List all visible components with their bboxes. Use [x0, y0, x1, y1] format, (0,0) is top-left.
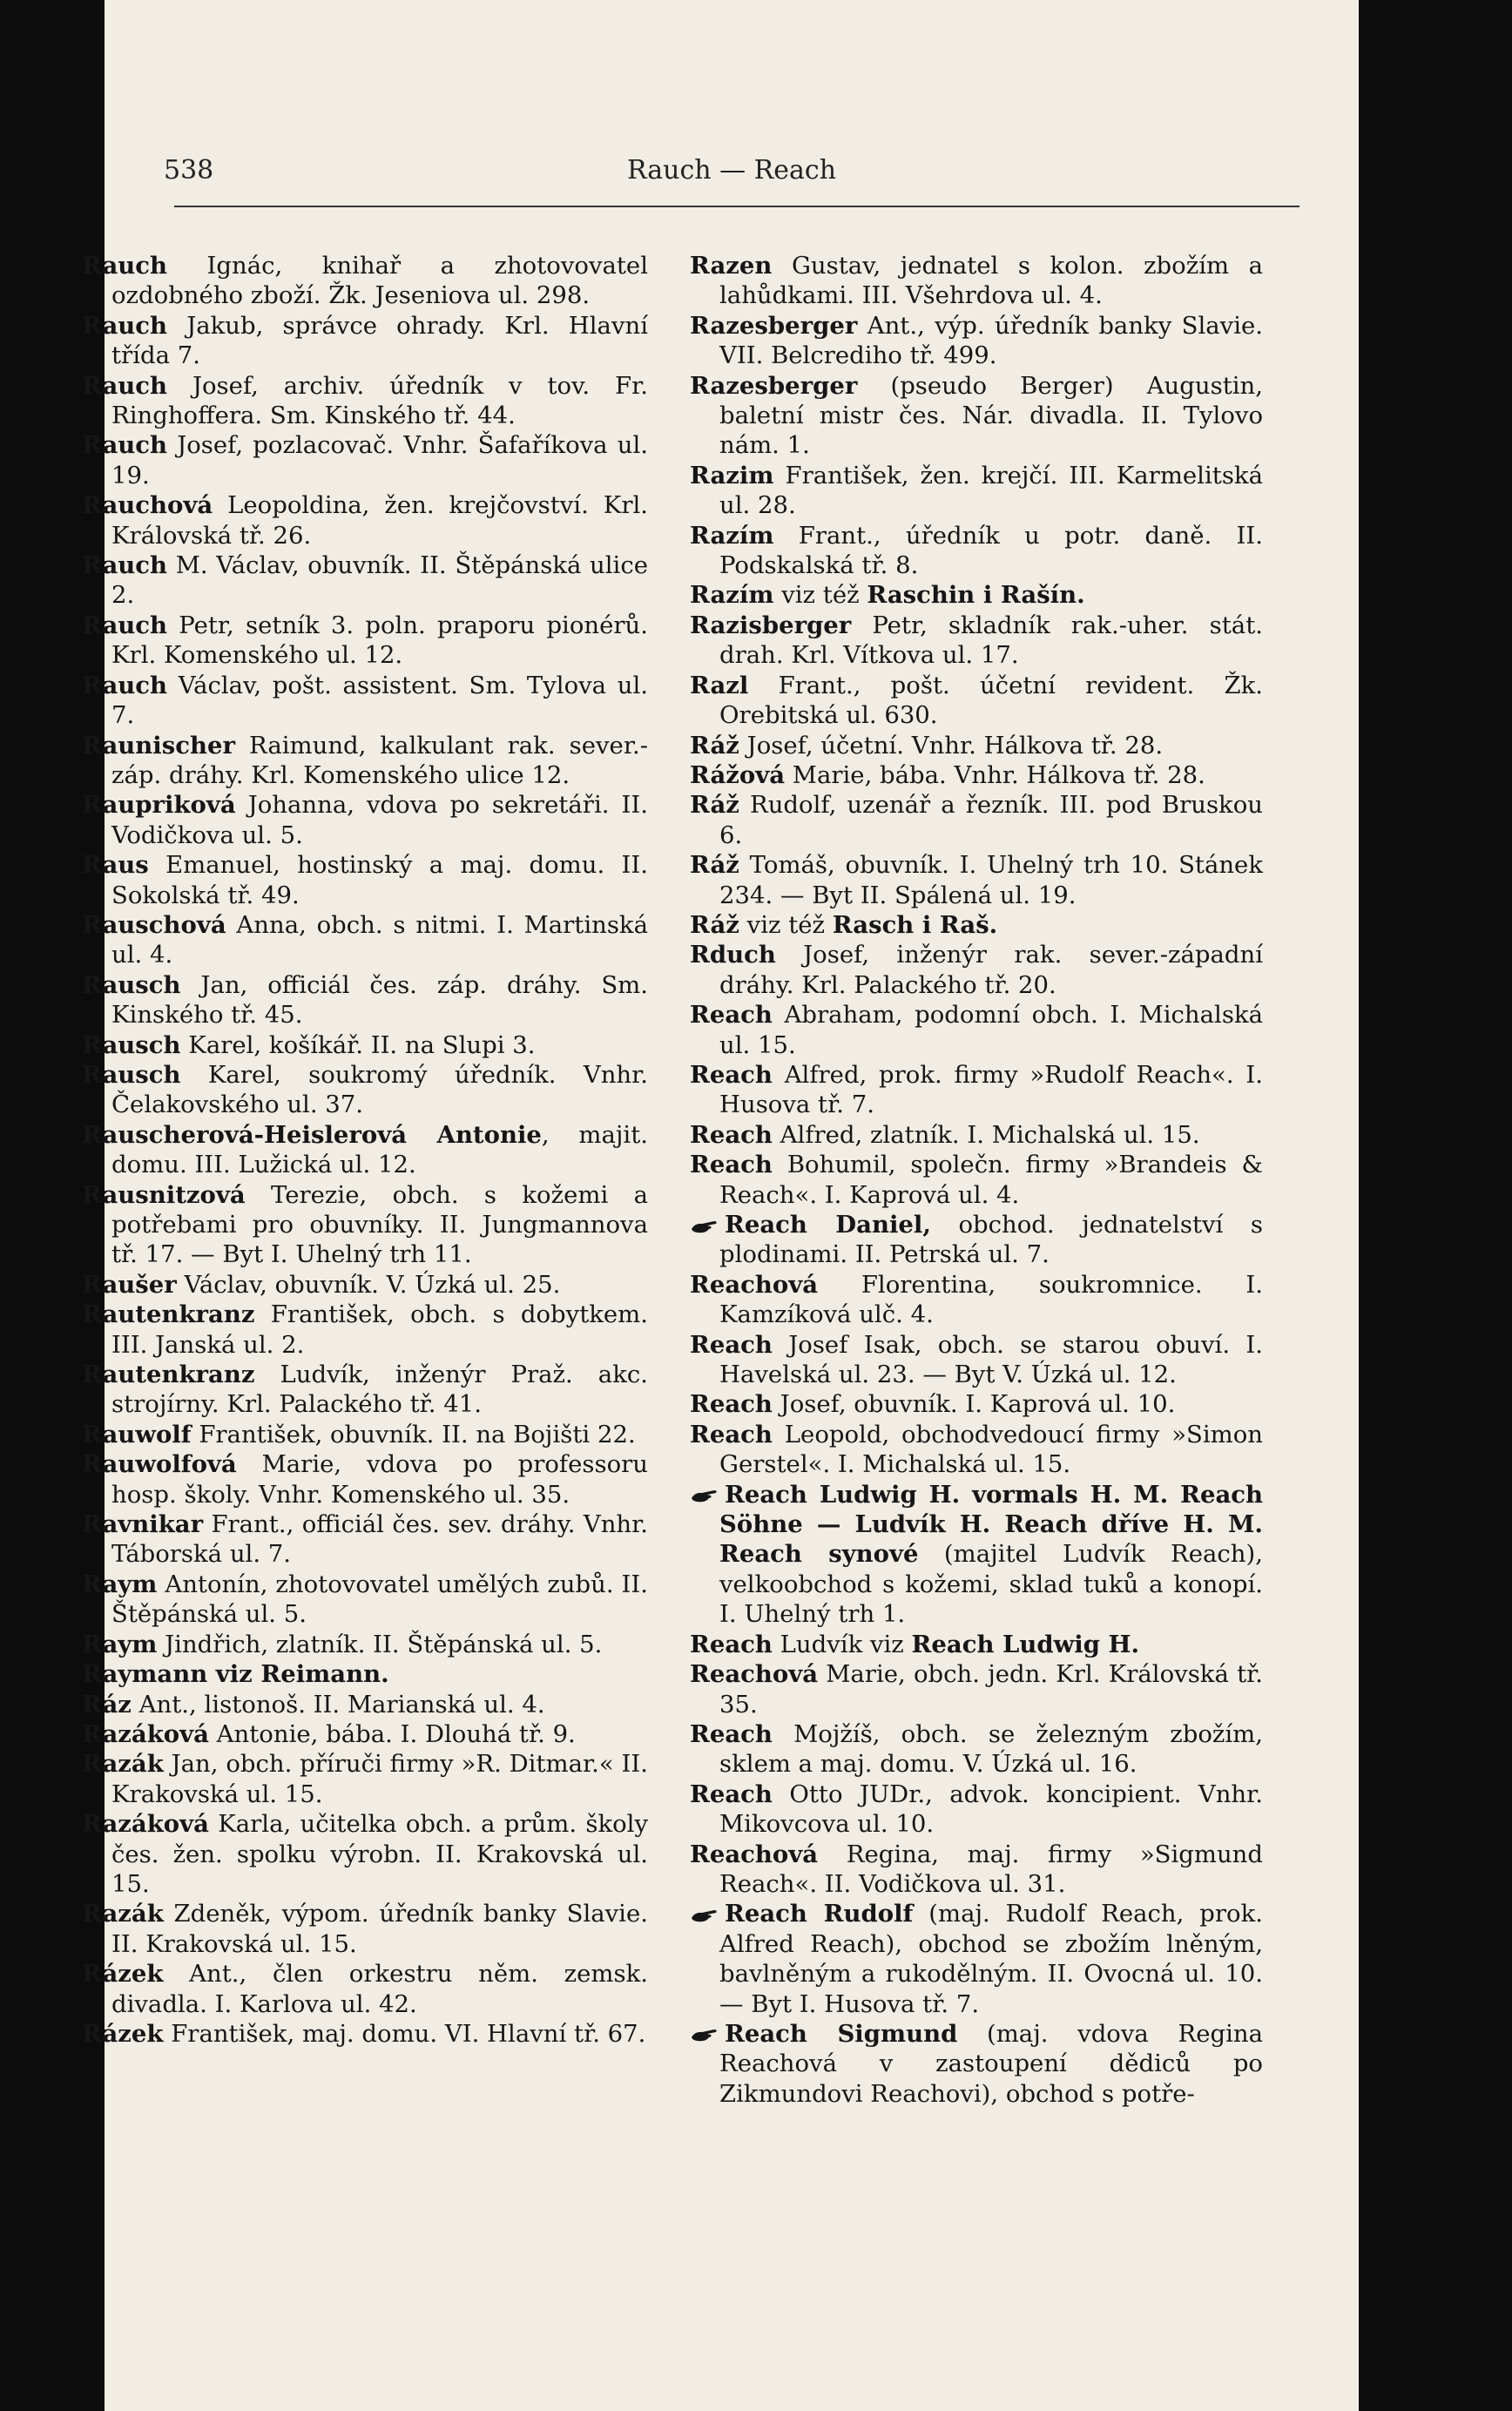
directory-entry	[82, 1420, 648, 1449]
directory-entry	[82, 1809, 648, 1899]
entry-name: Ráž	[690, 851, 739, 880]
entry-details: Ant., člen orkestru něm. zemsk. divadla. I. Karlova ul. 42.	[111, 1960, 648, 2018]
entry-details: Bohumil, společn. firmy »Brandeis & Reach«. I. Kaprová ul. 4.	[719, 1151, 1263, 1209]
directory-entry	[82, 311, 648, 371]
entry-details: Petr, setník 3. poln. praporu pionérů. Krl. Komenského ul. 12.	[111, 611, 648, 670]
pointing-hand-icon	[690, 1908, 719, 1923]
directory-entry	[690, 1630, 1263, 1659]
directory-entry	[690, 1330, 1263, 1390]
entry-details: Josef, účetní. Vnhr. Hálkova tř. 28.	[739, 731, 1164, 760]
entry-details: Anna, obch. s nitmi. I. Martinská ul. 4.	[111, 910, 648, 969]
entry-name: Razák	[82, 1900, 164, 1928]
entry-name: Reach Ludwig H. vormals H. M. Reach Söhne — Ludvík H. Reach dříve H. M. Reach synové	[719, 1480, 1263, 1569]
entry-details: Josef Isak, obch. se starou obuví. I. Havelská ul. 23. — Byt V. Úzká ul. 12.	[719, 1330, 1263, 1389]
entry-name: Rauch	[82, 371, 168, 400]
directory-entry	[82, 910, 648, 970]
directory-entry	[82, 1719, 648, 1749]
directory-entry	[82, 970, 648, 1030]
entry-name: Rauch	[82, 252, 168, 280]
directory-entry	[82, 1509, 648, 1570]
entry-details: Frant., pošt. účetní revident. Žk. Orebitská ul. 630.	[719, 671, 1263, 730]
entry-name: Ráz	[82, 1690, 132, 1719]
entry-details: M. Václav, obuvník. II. Štěpánská ulice 2.	[111, 551, 648, 610]
entry-name: Reach	[690, 1719, 773, 1748]
entry-details: Antonín, zhotovovatel umělých zubů. II. Štěpánská ul. 5.	[111, 1570, 648, 1629]
directory-entry	[690, 611, 1263, 671]
header-rule	[174, 206, 1299, 207]
directory-entry	[82, 1959, 648, 2019]
directory-entry	[690, 371, 1263, 461]
directory-entry	[690, 1719, 1263, 1780]
entry-reference: Raschin i Rašín.	[867, 581, 1085, 610]
directory-entry	[82, 1899, 648, 1959]
entry-details: Gustav, jednatel s kolon. zbožím a lahůdkami. III. Všehrdova ul. 4.	[719, 252, 1263, 310]
entry-name: Razím	[690, 581, 774, 610]
entry-name: Reachová	[690, 1270, 819, 1299]
directory-entry	[82, 731, 648, 791]
page-number: 538	[164, 155, 214, 186]
entry-reference: Reach Ludwig H.	[911, 1630, 1140, 1658]
entry-details: Ignác, knihař a zhotovovatel ozdobného zboží. Žk. Jeseniova ul. 298.	[111, 252, 648, 310]
entry-name: Raunischer	[82, 731, 235, 760]
entry-name: Rausnitzová	[82, 1180, 246, 1209]
entry-name: Reach Sigmund	[725, 2019, 958, 2048]
entry-details: (maj. vdova Regina Reachová v zastoupení dědiců po Zikmundovi Reachovi), obchod s potře-	[719, 2019, 1263, 2108]
entry-name: Rauschová	[82, 910, 226, 939]
entry-details: Marie, vdova po professoru hosp. školy. Vnhr. Komenského ul. 35.	[111, 1450, 648, 1509]
directory-entry	[690, 251, 1263, 311]
entry-name: Rauwolf	[82, 1420, 192, 1449]
entry-name: Reachová	[690, 1660, 819, 1689]
entry-name: Rázek	[82, 2019, 164, 2048]
entry-name: Razim	[690, 461, 774, 490]
entry-name: Rauch	[82, 431, 168, 460]
entry-name: Rautenkranz	[82, 1361, 255, 1389]
entry-details: Jindřich, zlatník. II. Štěpánská ul. 5.	[157, 1630, 603, 1658]
directory-entry	[690, 671, 1263, 731]
directory-entry	[82, 2019, 648, 2049]
entry-name: Rázek	[82, 1960, 164, 1989]
directory-entry	[82, 1659, 648, 1689]
entry-reference: Rasch i Raš.	[832, 910, 998, 939]
entry-name: Rauch	[82, 671, 168, 699]
directory-entry	[690, 1840, 1263, 1900]
entry-details: Josef, pozlacovač. Vnhr. Šafaříkova ul. 19.	[111, 431, 648, 490]
right-column	[690, 251, 1263, 2109]
entry-details: Zdeněk, výpom. úředník banky Slavie. II. Krakovská ul. 15.	[111, 1900, 648, 1958]
directory-entry	[690, 940, 1263, 1000]
entry-details: Petr, skladník rak.-uher. stát. drah. Krl. Vítkova ul. 17.	[719, 611, 1263, 670]
entry-details: Tomáš, obuvník. I. Uhelný trh 10. Stánek 234. — Byt II. Spálená ul. 19.	[719, 851, 1263, 909]
entry-name: Ráž	[690, 731, 739, 760]
entry-details: Johanna, vdova po sekretáři. II. Vodičkova ul. 5.	[111, 791, 648, 849]
entry-name: Reach	[690, 1390, 773, 1419]
entry-name: Razesberger	[690, 371, 858, 400]
entry-details: Otto JUDr., advok. koncipient. Vnhr. Mikovcova ul. 10.	[719, 1780, 1263, 1839]
entry-name: Rausch	[82, 1060, 181, 1089]
entry-name: Reach	[690, 1060, 773, 1089]
directory-entry	[690, 1780, 1263, 1840]
entry-details: viz též	[739, 910, 833, 939]
entry-details: Emanuel, hostinský a maj. domu. II. Sokolská tř. 49.	[111, 851, 648, 909]
entry-name: Rauch	[82, 611, 168, 639]
directory-entry	[690, 1210, 1263, 1270]
directory-entry	[690, 461, 1263, 521]
entry-details: Mojžíš, obch. se železným zbožím, sklem a maj. domu. V. Úzká ul. 16.	[719, 1719, 1263, 1779]
directory-entry	[690, 1659, 1263, 1719]
pointing-hand-icon	[690, 1488, 719, 1503]
entry-name: Reach Daniel,	[725, 1211, 931, 1239]
directory-entry	[690, 760, 1263, 790]
directory-entry	[690, 1389, 1263, 1419]
directory-entry	[690, 1060, 1263, 1120]
entry-details: Terezie, obch. s kožemi a potřebami pro obuvníky. II. Jungmannova tř. 17. — Byt I. Uhelný trh 11.	[111, 1180, 648, 1269]
entry-name: Reach	[690, 1001, 773, 1030]
entry-name: Razák	[82, 1750, 164, 1779]
entry-details: František, maj. domu. VI. Hlavní tř. 67.	[163, 2019, 646, 2048]
entry-details: (pseudo Berger) Augustin, baletní mistr čes. Nár. divadla. II. Tylovo nám. 1.	[719, 371, 1263, 460]
entry-details: Jakub, správce ohrady. Krl. Hlavní třída 7.	[111, 311, 648, 370]
directory-entry	[82, 1690, 648, 1719]
entry-details: (majitel Ludvík Reach), velkoobchod s kožemi, sklad tuků a konopí. I. Uhelný trh 1.	[719, 1540, 1263, 1629]
entry-details: Alfred, zlatník. I. Michalská ul. 15.	[772, 1120, 1200, 1149]
entry-name: Ráž	[690, 791, 739, 820]
entry-name: Razen	[690, 252, 773, 280]
entry-details: Karel, soukromý úředník. Vnhr. Čelakovského ul. 37.	[111, 1060, 648, 1119]
entry-details: Václav, pošt. assistent. Sm. Tylova ul. 7.	[111, 671, 648, 730]
directory-entry	[690, 790, 1263, 850]
entry-details: Jan, obch. příruči firmy »R. Ditmar.« II. Krakovská ul. 15.	[111, 1750, 648, 1808]
entry-details: viz též	[773, 581, 867, 610]
directory-entry	[82, 550, 648, 611]
entry-name: Razl	[690, 671, 749, 699]
directory-entry	[82, 1060, 648, 1120]
entry-name: Rauch	[82, 551, 168, 580]
entry-details: Josef, obuvník. I. Kaprová ul. 10.	[772, 1390, 1176, 1419]
entry-name: Rduch	[690, 941, 776, 969]
directory-entry	[82, 850, 648, 910]
directory-entry	[690, 311, 1263, 371]
entry-details: Karla, učitelka obch. a prům. školy čes. žen. spolku výrobn. II. Krakovská ul. 15.	[111, 1810, 648, 1898]
directory-entry	[82, 371, 648, 431]
directory-entry	[82, 1449, 648, 1509]
entry-details: Leopold, obchodvedoucí firmy »Simon Gerstel«. I. Michalská ul. 15.	[719, 1420, 1263, 1479]
entry-name: Reachová	[690, 1840, 819, 1868]
entry-details: Ludvík viz	[772, 1630, 912, 1658]
entry-name: Raym	[82, 1630, 158, 1658]
entry-details: František, obch. s dobytkem. III. Janská ul. 2.	[111, 1300, 648, 1359]
directory-entry	[82, 1570, 648, 1630]
entry-name: Raymann viz Reimann.	[82, 1660, 389, 1689]
entry-details: Ant., listonoš. II. Marianská ul. 4.	[131, 1690, 545, 1719]
page-header	[164, 155, 1299, 197]
directory-entry	[690, 1420, 1263, 1480]
entry-details: Marie, bába. Vnhr. Hálkova tř. 28.	[785, 760, 1205, 789]
entry-name: Rauscherová-Heislerová Antonie	[82, 1120, 542, 1149]
entry-details: Regina, maj. firmy »Sigmund Reach«. II. Vodičkova ul. 31.	[719, 1840, 1263, 1898]
entry-name: Reach	[690, 1151, 773, 1179]
entry-details: Ludvík, inženýr Praž. akc. strojírny. Krl. Palackého tř. 41.	[111, 1361, 648, 1419]
directory-entry	[82, 1270, 648, 1300]
entry-name: Raušer	[82, 1270, 177, 1299]
directory-entry	[690, 1150, 1263, 1210]
directory-entry	[690, 1000, 1263, 1060]
entry-details: Frant., officiál čes. sev. dráhy. Vnhr. Táborská ul. 7.	[111, 1510, 648, 1569]
entry-name: Rauchová	[82, 491, 213, 520]
directory-entry	[690, 1899, 1263, 2019]
entry-details: Josef, inženýr rak. sever.-západní dráhy. Krl. Palackého tř. 20.	[719, 941, 1263, 999]
entry-name: Razesberger	[690, 311, 858, 340]
directory-entry	[690, 850, 1263, 910]
entry-name: Reach	[690, 1780, 773, 1808]
directory-entry	[82, 490, 648, 550]
directory-entry	[82, 1030, 648, 1060]
entry-name: Reach	[690, 1120, 773, 1149]
directory-entry	[82, 1300, 648, 1360]
directory-entry	[690, 731, 1263, 760]
directory-entry	[82, 1749, 648, 1809]
entry-name: Reach	[690, 1630, 773, 1658]
entry-name: Reach	[690, 1420, 773, 1449]
entry-name: Razáková	[82, 1810, 209, 1839]
directory-entry	[690, 580, 1263, 610]
directory-entry	[82, 251, 648, 311]
entry-details: Josef, archiv. úředník v tov. Fr. Ringhoffera. Sm. Kinského tř. 44.	[111, 371, 648, 430]
entry-name: Reach Rudolf	[725, 1900, 914, 1928]
entry-details: Raimund, kalkulant rak. sever.-záp. dráhy. Krl. Komenského ulice 12.	[111, 731, 648, 789]
entry-name: Ráž	[690, 910, 739, 939]
entry-details: Karel, košíkář. II. na Slupi 3.	[180, 1030, 536, 1059]
entry-details: Ant., výp. úředník banky Slavie. VII. Belcrediho tř. 499.	[719, 311, 1263, 370]
entry-details: Antonie, bába. I. Dlouhá tř. 9.	[208, 1719, 576, 1748]
entry-name: Rauch	[82, 311, 168, 340]
directory-entry	[82, 790, 648, 850]
entry-details: Abraham, podomní obch. I. Michalská ul. 15.	[719, 1001, 1263, 1059]
entry-name: Ravnikar	[82, 1510, 204, 1539]
pointing-hand-icon	[690, 1219, 719, 1234]
entry-name: Rauwolfová	[82, 1450, 237, 1479]
entry-name: Rautenkranz	[82, 1300, 255, 1329]
directory-entry	[690, 1270, 1263, 1330]
entry-name: Reach	[690, 1330, 773, 1359]
entry-name: Razím	[690, 521, 774, 550]
entry-name: Razáková	[82, 1719, 209, 1748]
entry-details: , majit. domu. III. Lužická ul. 12.	[111, 1120, 648, 1179]
directory-entry	[690, 2019, 1263, 2109]
entry-details: František, žen. krejčí. III. Karmelitská ul. 28.	[719, 461, 1263, 520]
directory-entry	[690, 1120, 1263, 1150]
entry-name: Raym	[82, 1570, 158, 1598]
left-column	[82, 251, 648, 2049]
directory-entry	[690, 1480, 1263, 1630]
entry-details: Florentina, soukromnice. I. Kamzíková ulč. 4.	[719, 1270, 1263, 1329]
entry-name: Raus	[82, 851, 149, 880]
entry-details: Jan, officiál čes. záp. dráhy. Sm. Kinského tř. 45.	[111, 970, 648, 1030]
entry-name: Razisberger	[690, 611, 852, 639]
directory-entry	[82, 611, 648, 671]
pointing-hand-icon	[690, 2027, 719, 2043]
entry-details: Frant., úředník u potr. daně. II. Podskalská tř. 8.	[719, 521, 1263, 580]
entry-details: Alfred, prok. firmy »Rudolf Reach«. I. Husova tř. 7.	[719, 1060, 1263, 1119]
entry-name: Rausch	[82, 1030, 181, 1059]
entry-details: obchod. jednatelství s plodinami. II. Petrská ul. 7.	[719, 1211, 1263, 1269]
directory-entry	[690, 521, 1263, 581]
entry-details: František, obuvník. II. na Bojišti 22.	[191, 1420, 636, 1449]
entry-details: Rudolf, uzenář a řezník. III. pod Bruskou 6.	[719, 791, 1263, 849]
entry-details: Marie, obch. jedn. Krl. Královská tř. 35.	[719, 1660, 1263, 1719]
entry-name: Raupriková	[82, 791, 236, 820]
entry-name: Rausch	[82, 970, 181, 999]
entry-details: Leopoldina, žen. krejčovství. Krl. Královská tř. 26.	[111, 491, 648, 550]
directory-entry	[690, 910, 1263, 940]
directory-entry	[82, 1180, 648, 1270]
entry-name: Rážová	[690, 760, 786, 789]
directory-entry	[82, 430, 648, 490]
entry-details: (maj. Rudolf Reach, prok. Alfred Reach), obchod se zbožím lněným, bavlněným a rukodělným. II. Ovocná ul. 10. — Byt I. Husova tř. 7.	[719, 1900, 1263, 2018]
directory-entry	[82, 1120, 648, 1180]
directory-entry	[82, 1360, 648, 1420]
directory-entry	[82, 671, 648, 731]
running-title: Rauch — Reach	[626, 155, 837, 186]
entry-details: Václav, obuvník. V. Úzká ul. 25.	[176, 1270, 561, 1299]
directory-entry	[82, 1630, 648, 1659]
